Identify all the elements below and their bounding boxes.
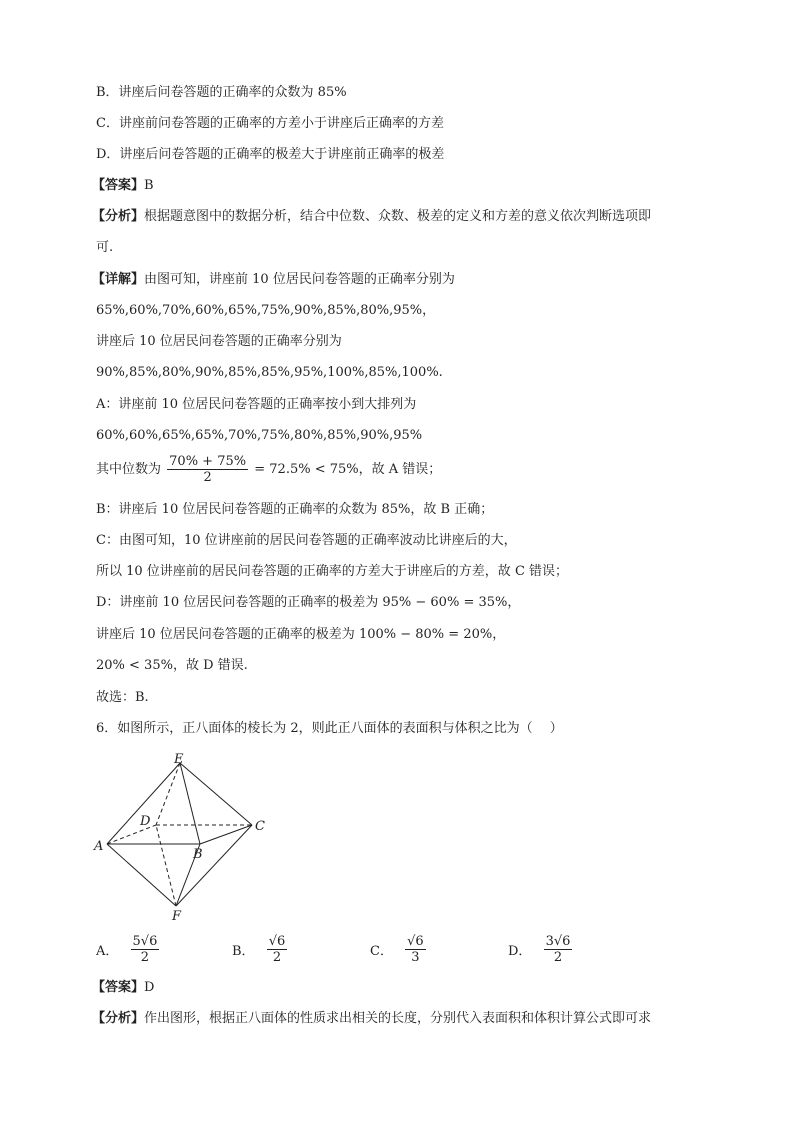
- choice-a-denominator: 2: [140, 950, 150, 965]
- edge-fa: [107, 844, 176, 906]
- vertex-label-b: B: [193, 847, 203, 862]
- answer-value-2: D: [144, 980, 155, 995]
- choice-d-denominator: 2: [553, 950, 563, 965]
- median-prefix: 其中位数为: [96, 462, 162, 477]
- sorted-intro: A：讲座前 10 位居民问卷答题的正确率按小到大排列为: [96, 397, 417, 412]
- answer-line: [92, 177, 154, 195]
- choice-c: [370, 934, 428, 965]
- analysis-tag-2: 【分析】: [92, 1011, 145, 1026]
- choice-a: [96, 934, 161, 965]
- sorted-list: 60%,60%,65%,65%,70%,75%,80%,85%,90%,95%: [96, 428, 423, 443]
- choice-d: [508, 934, 574, 965]
- edge-bc: [200, 825, 252, 844]
- analysis-tag: 【分析】: [92, 209, 145, 224]
- vertex-label-c: C: [255, 819, 265, 834]
- choice-d-numerator: 3√6: [545, 934, 571, 949]
- analysis-text: 根据题意图中的数据分析，结合中位数、众数、极差的定义和方差的意义依次判断选项即: [144, 209, 652, 224]
- median-fraction: [167, 454, 248, 485]
- octahedron-figure: [88, 748, 288, 928]
- choice-d-fraction: [544, 934, 573, 965]
- vertex-label-e: E: [174, 752, 184, 767]
- option-b-text: B．讲座后问卷答题的正确率的众数为 85%: [96, 85, 347, 100]
- median-suffix: = 72.5% < 75%，故 A 错误；: [254, 462, 442, 477]
- choice-b-label: B．: [232, 944, 255, 959]
- analysis-text-2: 作出图形，根据正八面体的性质求出相关的长度，分别代入表面积和体积计算公式即可求: [144, 1011, 652, 1026]
- detail-tag: 【详解】: [92, 272, 145, 287]
- before-rates-list: 65%,60%,70%,60%,65%,75%,90%,85%,80%,95%，: [96, 303, 436, 318]
- edge-fd-hidden: [156, 825, 176, 906]
- choice-d-label: D．: [508, 944, 532, 959]
- vertex-label-d: D: [140, 814, 151, 829]
- answer-tag-2: 【答案】: [92, 980, 145, 995]
- choice-b-denominator: 2: [272, 950, 282, 965]
- b-analysis-line: B：讲座后 10 位居民问卷答题的正确率的众数为 85%，故 B 正确；: [96, 502, 494, 517]
- choice-c-denominator: 3: [411, 950, 420, 965]
- c-analysis-line-1: C：由图可知，10 位讲座前的居民问卷答题的正确率波动比讲座后的大，: [96, 533, 517, 548]
- edge-ea: [107, 763, 180, 844]
- edge-fc: [176, 825, 252, 906]
- edge-eb: [180, 763, 200, 844]
- choice-a-label: A．: [96, 944, 119, 959]
- answer-line-2: [92, 979, 154, 997]
- vertex-label-f: F: [172, 909, 182, 924]
- d-analysis-line-3: 20% < 35%，故 D 错误.: [96, 658, 248, 673]
- detail-text: 由图可知，讲座前 10 位居民问卷答题的正确率分别为: [144, 272, 455, 287]
- c-analysis-line-2: 所以 10 位讲座前的居民问卷答题的正确率的方差大于讲座后的方差，故 C 错误；: [96, 564, 569, 579]
- detail-line: [92, 271, 455, 289]
- choice-c-label: C．: [370, 944, 393, 959]
- choice-b-numerator: √6: [268, 934, 286, 949]
- vertex-label-a: A: [94, 839, 104, 854]
- option-c-text: C．讲座前问卷答题的正确率的方差小于讲座后正确率的方差: [96, 116, 444, 131]
- median-denominator: 2: [203, 470, 212, 485]
- option-d-text: D．讲座后问卷答题的正确率的极差大于讲座前正确率的极差: [96, 147, 445, 162]
- median-numerator: 70% + 75%: [169, 454, 247, 469]
- analysis-line: [92, 208, 651, 226]
- median-line: [96, 454, 441, 486]
- edge-ed-hidden: [156, 763, 180, 825]
- choice-a-numerator: 5√6: [132, 934, 158, 949]
- question-6: 6．如图所示，正八面体的棱长为 2，则此正八面体的表面积与体积之比为（ ）: [96, 721, 563, 736]
- choice-b-fraction: [267, 934, 288, 965]
- choice-c-fraction: [405, 934, 426, 965]
- analysis-line-2: [92, 1010, 651, 1028]
- conclusion-line: 故选：B.: [96, 690, 149, 705]
- after-rates-list: 90%,85%,80%,90%,85%,85%,95%,100%,85%,100%.: [96, 365, 443, 380]
- d-analysis-line-1: D：讲座前 10 位居民问卷答题的正确率的极差为 95% − 60% = 35%，: [96, 595, 521, 610]
- edge-ec: [180, 763, 252, 825]
- analysis-continuation: 可.: [96, 240, 114, 255]
- answer-value: B: [144, 178, 154, 193]
- answer-tag: 【答案】: [92, 178, 145, 193]
- choice-a-fraction: [131, 934, 160, 965]
- after-rates-intro: 讲座后 10 位居民问卷答题的正确率分别为: [96, 334, 342, 349]
- choice-b: [232, 934, 289, 965]
- d-analysis-line-2: 讲座后 10 位居民问卷答题的正确率的极差为 100% − 80% = 20%，: [96, 627, 506, 642]
- choice-c-numerator: √6: [407, 934, 424, 949]
